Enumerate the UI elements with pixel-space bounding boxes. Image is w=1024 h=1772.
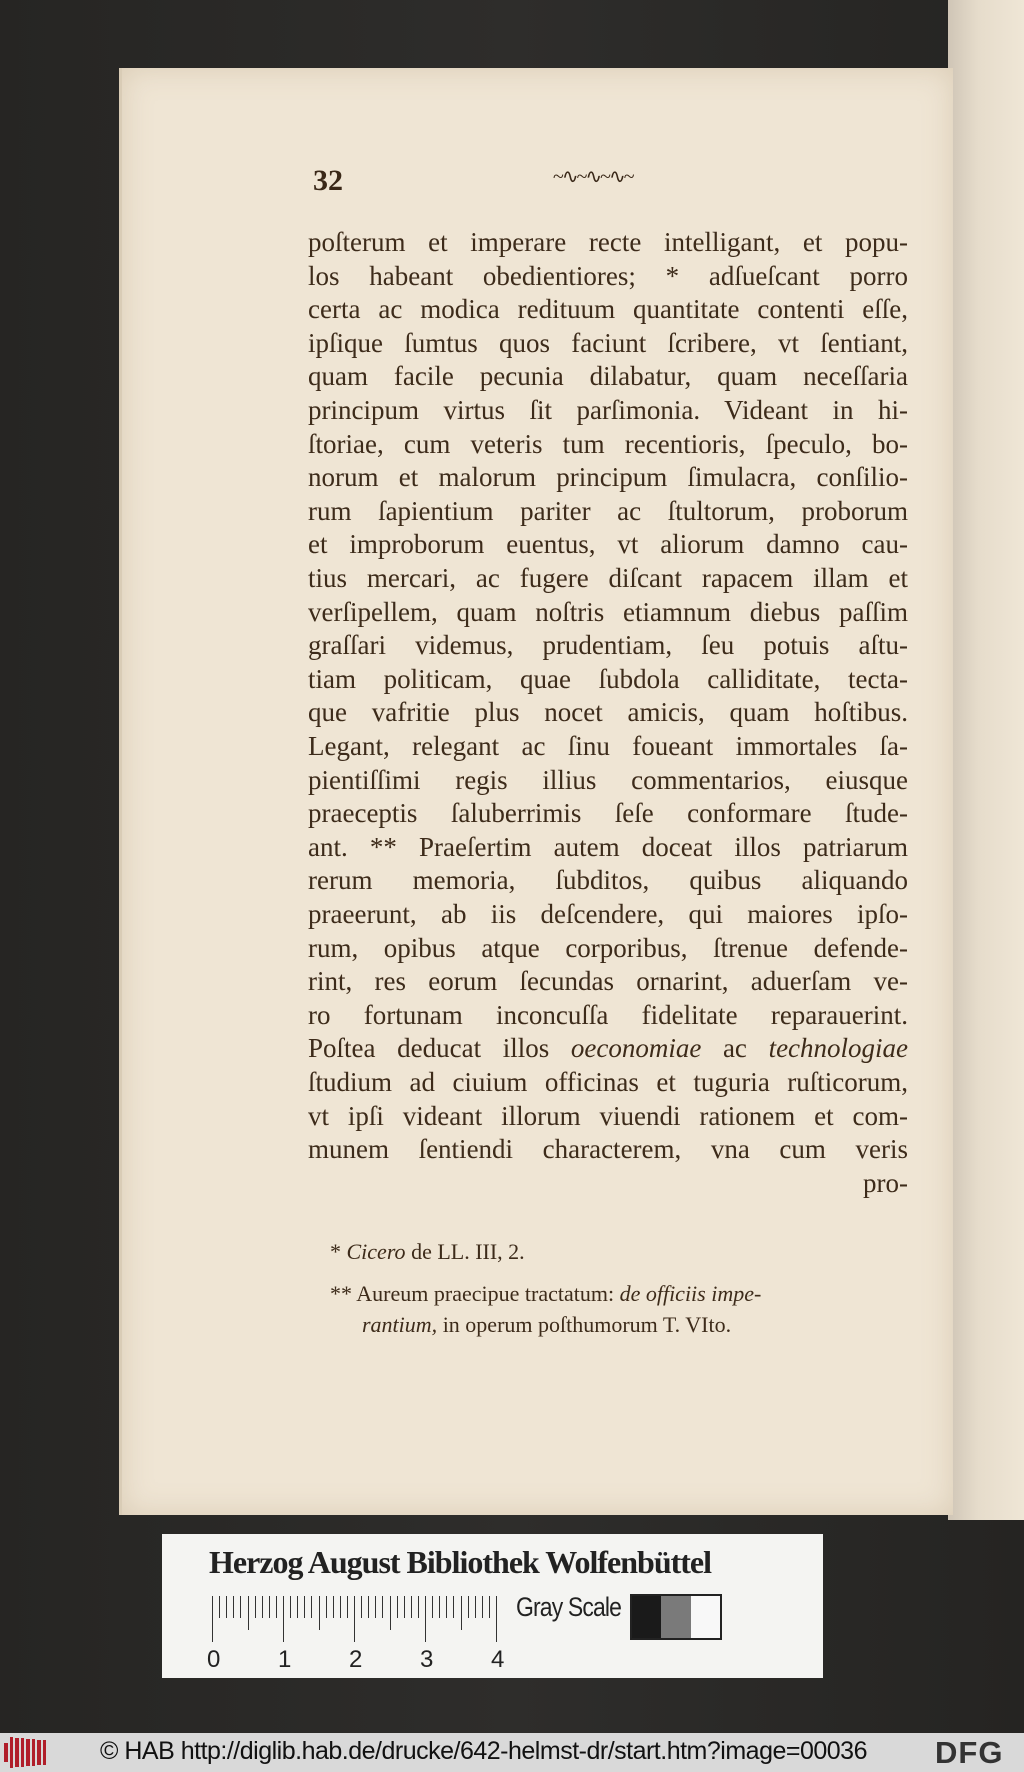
catchword: pro- (863, 1167, 908, 1198)
footnote-2 (330, 1281, 761, 1307)
text-line: ſtudium ad ciuium officinas et tuguria ruſticorum, (308, 1067, 908, 1097)
footnote-text: de LL. III, 2. (411, 1239, 525, 1264)
italic-term: technologiae (768, 1033, 909, 1064)
copyright-url[interactable]: © HAB http://diglib.hab.de/drucke/642-helmst-dr/start.htm?image=00036 (100, 1737, 867, 1765)
gray-swatch-cell (661, 1596, 690, 1638)
ruler-tick (496, 1596, 497, 1642)
header-ornament: ~∿~∿~∿~ (553, 166, 633, 188)
logo-bar (21, 1738, 25, 1766)
ruler-tick (468, 1596, 469, 1618)
ruler-tick (375, 1596, 376, 1618)
logo-bar (26, 1739, 30, 1766)
ruler-number: 4 (491, 1646, 505, 1673)
footnote-text: in operum poſthumorum T. VIto. (442, 1312, 732, 1337)
ruler-number: 0 (207, 1646, 221, 1673)
ruler-tick (340, 1596, 341, 1618)
logo-bar (15, 1738, 19, 1767)
text-line: vt ipſi videant illorum viuendi rationem et com- (308, 1100, 908, 1131)
ruler (212, 1596, 497, 1642)
ruler-tick (326, 1596, 327, 1618)
logo-bar (32, 1739, 36, 1765)
text-line: ant. ** Praeſertim autem doceat illos patriarum (308, 831, 908, 862)
library-label-card (162, 1534, 823, 1678)
ruler-tick (290, 1596, 291, 1618)
ruler-tick (311, 1596, 312, 1618)
text-line: quam facile pecunia dilabatur, quam neceſſaria (308, 361, 908, 392)
footnote-italic: Cicero (346, 1239, 406, 1264)
text-line: Legant, relegant ac ſinu foueant immortales ſa- (308, 731, 908, 761)
text-line: graſſari videmus, prudentiam, ſeu potuis aſtu- (308, 630, 908, 661)
ruler-tick (240, 1596, 241, 1618)
ruler-tick (233, 1596, 234, 1618)
ruler-tick (418, 1596, 419, 1618)
text-line: et improborum euentus, vt aliorum damno cau- (308, 529, 908, 560)
footnote-italic: rantium, (362, 1312, 438, 1337)
ruler-tick (397, 1596, 398, 1618)
page-number: 32 (313, 164, 343, 197)
ruler-tick (425, 1596, 426, 1642)
ruler-tick (361, 1596, 362, 1618)
footnote-2-cont (362, 1312, 731, 1338)
ruler-tick (390, 1596, 391, 1630)
ruler-tick (411, 1596, 412, 1618)
ruler-tick (304, 1596, 305, 1618)
text-line: munem ſentiendi characterem, vna cum veris (308, 1134, 908, 1165)
ruler-tick (347, 1596, 348, 1618)
text-line: praeceptis ſaluberrimis ſeſe conformare ſtude- (308, 798, 908, 829)
logo-bar (10, 1737, 14, 1767)
logo-bar (43, 1740, 47, 1764)
gray-scale-label: Gray Scale (516, 1592, 622, 1622)
ruler-tick (475, 1596, 476, 1618)
text-line: ro fortunam inconcuſſa fidelitate reparauerint. (308, 999, 908, 1030)
text-line: norum et malorum principum ſimulacra, conſilio- (308, 462, 908, 493)
ruler-tick (382, 1596, 383, 1618)
text-line: pientiſſimi regis illius commentarios, eiusque (308, 764, 908, 795)
logo-bar (4, 1743, 8, 1762)
ruler-number: 3 (420, 1646, 434, 1673)
ruler-number: 2 (349, 1646, 363, 1673)
ruler-tick (432, 1596, 433, 1618)
text-line: rint, res eorum ſecundas ornarint, aduerſam ve- (308, 966, 908, 997)
ruler-tick (446, 1596, 447, 1618)
gray-scale-swatch (630, 1594, 722, 1640)
ruler-tick (461, 1596, 462, 1630)
logo-bar (37, 1740, 41, 1765)
text-segment: Poſtea deducat illos (308, 1033, 550, 1064)
gray-swatch-cell (691, 1596, 720, 1638)
ruler-tick (368, 1596, 369, 1618)
ruler-tick (276, 1596, 277, 1618)
text-line: rum ſapientium pariter ac ſtultorum, proborum (308, 495, 908, 526)
ruler-tick (489, 1596, 490, 1618)
text-line: poſterum et imperare recte intelligant, et popu- (308, 227, 908, 257)
ruler-tick (248, 1596, 249, 1630)
text-line: tiam politicam, quae ſubdola calliditate, tecta- (308, 663, 908, 694)
library-name: Herzog August Bibliothek Wolfenbüttel (209, 1544, 712, 1580)
footnote-italic: de officiis impe- (619, 1281, 762, 1306)
ruler-tick (333, 1596, 334, 1618)
text-line: los habeant obedientiores; * adſueſcant porro (308, 260, 908, 291)
footnote-text: Aureum praecipue tractatum: (356, 1281, 615, 1306)
gray-swatch-cell (632, 1596, 661, 1638)
ruler-tick (283, 1596, 284, 1642)
ruler-tick (212, 1596, 213, 1642)
text-line (308, 1033, 908, 1063)
ruler-number: 1 (278, 1646, 292, 1673)
dfg-logo: DFG (935, 1735, 1004, 1770)
text-line: principum virtus ſit parſimonia. Videant in hi- (308, 395, 908, 425)
next-page-edge (948, 0, 1024, 1520)
text-line: ſtoriae, cum veteris tum recentioris, ſpeculo, bo- (308, 428, 908, 459)
text-line: que vafritie plus nocet amicis, quam hoſtibus. (308, 697, 908, 728)
ruler-tick (319, 1596, 320, 1630)
ruler-tick (297, 1596, 298, 1618)
hab-logo-icon (4, 1737, 46, 1768)
text-line: rum, opibus atque corporibus, ſtrenue defende- (308, 932, 908, 963)
footnote-mark: * (330, 1239, 341, 1264)
ruler-tick (262, 1596, 263, 1618)
ruler-tick (354, 1596, 355, 1642)
text-line: praeerunt, ab iis deſcendere, qui maiores ipſo- (308, 899, 908, 929)
ruler-tick (255, 1596, 256, 1618)
ruler-tick (482, 1596, 483, 1618)
text-line: ipſique ſumtus quos faciunt ſcribere, vt ſentiant, (308, 327, 908, 358)
text-line: verſipellem, quam noſtris etiamnum diebus paſſim (308, 596, 908, 627)
text-line: tius mercari, ac fugere diſcant rapacem illam et (308, 563, 908, 593)
ruler-tick (226, 1596, 227, 1618)
ruler-tick (453, 1596, 454, 1618)
ruler-tick (219, 1596, 220, 1618)
footnote-mark: ** (330, 1281, 352, 1306)
text-line: certa ac modica redituum quantitate contenti eſſe, (308, 294, 908, 325)
ruler-tick (439, 1596, 440, 1618)
footer-bar (0, 1733, 1024, 1772)
ruler-tick (404, 1596, 405, 1618)
italic-term: oeconomiae (570, 1033, 702, 1064)
footnote-1 (330, 1239, 525, 1265)
text-segment: ac (722, 1033, 747, 1064)
ruler-tick (269, 1596, 270, 1618)
text-line: rerum memoria, ſubditos, quibus aliquando (308, 865, 908, 896)
